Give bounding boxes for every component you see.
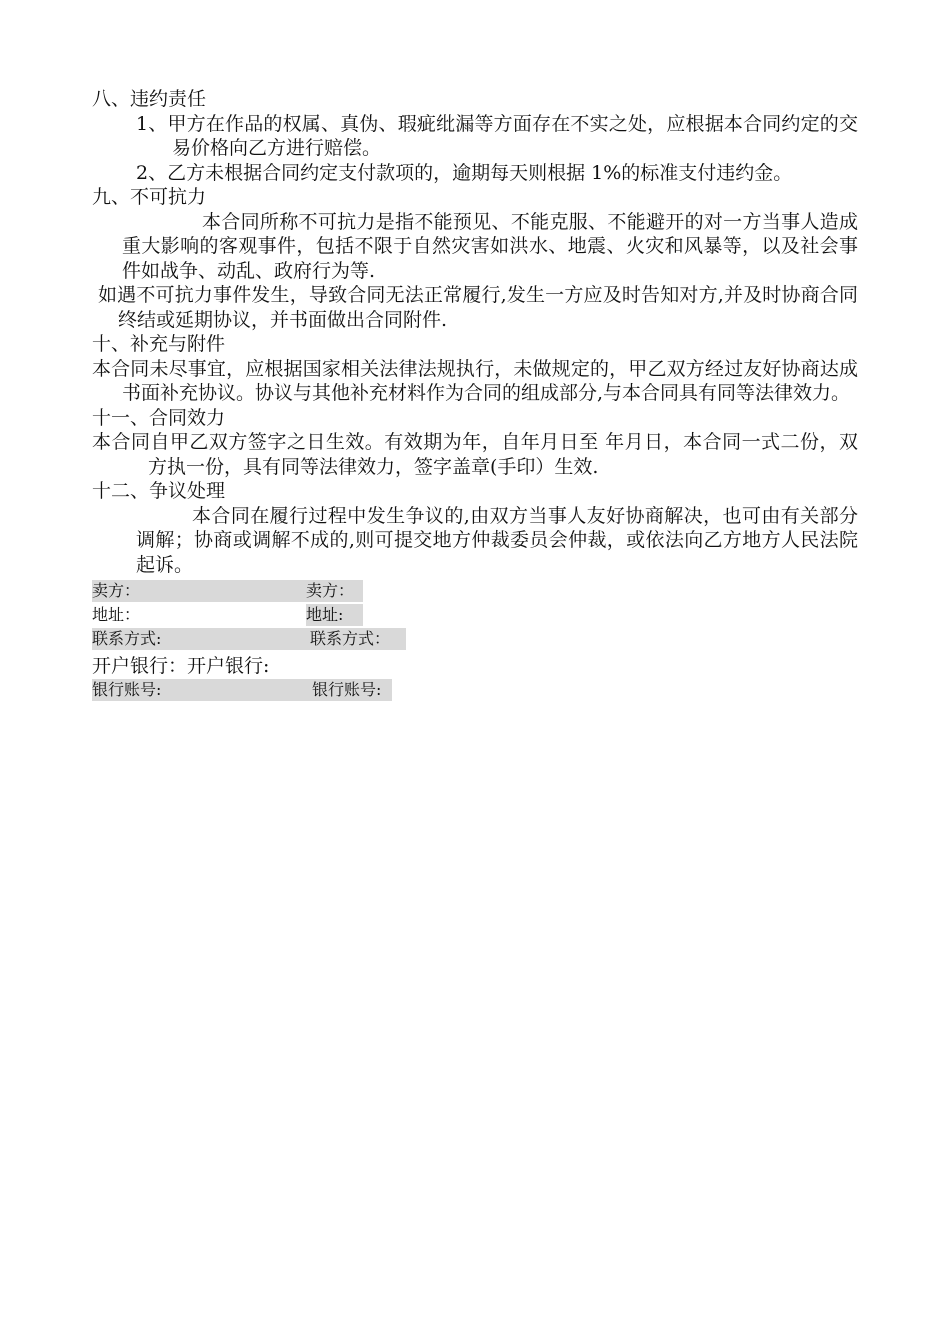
- section-12-paragraph: 本合同在履行过程中发生争议的,由双方当事人友好协商解决，也可由有关部分调解；协商或调解不成的,则可提交地方仲裁委员会仲裁，或依法向乙方地方人民法院起诉。: [136, 504, 858, 576]
- section-9-title: 九、不可抗力: [92, 186, 207, 208]
- account-b-label: 银行账号:: [312, 679, 392, 701]
- section-9-paragraph-1: 本合同所称不可抗力是指不能预见、不能克服、不能避开的对一方当事人造成重大影响的客观事件，包括不限于自然灾害如洪水、地震、火灾和风暴等，以及社会事件如战争、动乱、政府行为等.: [122, 210, 858, 282]
- bank-b-label: 开户银行:: [187, 655, 270, 677]
- seller-row: [92, 578, 858, 602]
- section-8-item-1: 1、甲方在作品的权属、真伪、瑕疵纰漏等方面存在不实之处，应根据本合同约定的交易价格向乙方进行赔偿。: [136, 112, 858, 159]
- signature-block: [92, 578, 858, 701]
- address-b-label: 地址:: [306, 604, 363, 626]
- seller-a-label: 卖方：: [92, 580, 306, 602]
- contact-row: [92, 626, 858, 650]
- seller-b-label: 卖方：: [306, 580, 363, 602]
- account-a-label: 银行账号:: [92, 679, 312, 701]
- section-8-item-2: 2、乙方未根据合同约定支付款项的，逾期每天则根据 1%的标准支付违约金。: [136, 161, 793, 184]
- section-10-title: 十、补充与附件: [92, 333, 226, 355]
- section-10-paragraph: 本合同未尽事宜，应根据国家相关法律法规执行，未做规定的，甲乙双方经过友好协商达成书面补充协议。协议与其他补充材料作为合同的组成部分,与本合同具有同等法律效力。: [92, 357, 858, 404]
- section-8-title: 八、违约责任: [92, 88, 207, 110]
- bank-a-label: 开户银行：: [92, 655, 188, 677]
- address-row: [92, 602, 858, 626]
- contract-body: [92, 87, 858, 701]
- bank-row: [92, 650, 858, 677]
- contact-b-label: 联系方式：: [310, 628, 406, 650]
- address-a-label: 地址：: [92, 605, 141, 624]
- account-row: [92, 677, 858, 701]
- section-11-paragraph: 本合同自甲乙双方签字之日生效。有效期为年，自年月日至 年月日，本合同一式二份，双方执一份，具有同等法律效力，签字盖章(手印）生效.: [92, 431, 858, 478]
- section-9-paragraph-2: 如遇不可抗力事件发生，导致合同无法正常履行,发生一方应及时告知对方,并及时协商合同终结或延期协议，并书面做出合同附件.: [98, 284, 858, 331]
- section-11-title: 十一、合同效力: [92, 406, 226, 429]
- contact-a-label: 联系方式:: [92, 628, 310, 650]
- section-12-title: 十二、争议处理: [92, 480, 226, 502]
